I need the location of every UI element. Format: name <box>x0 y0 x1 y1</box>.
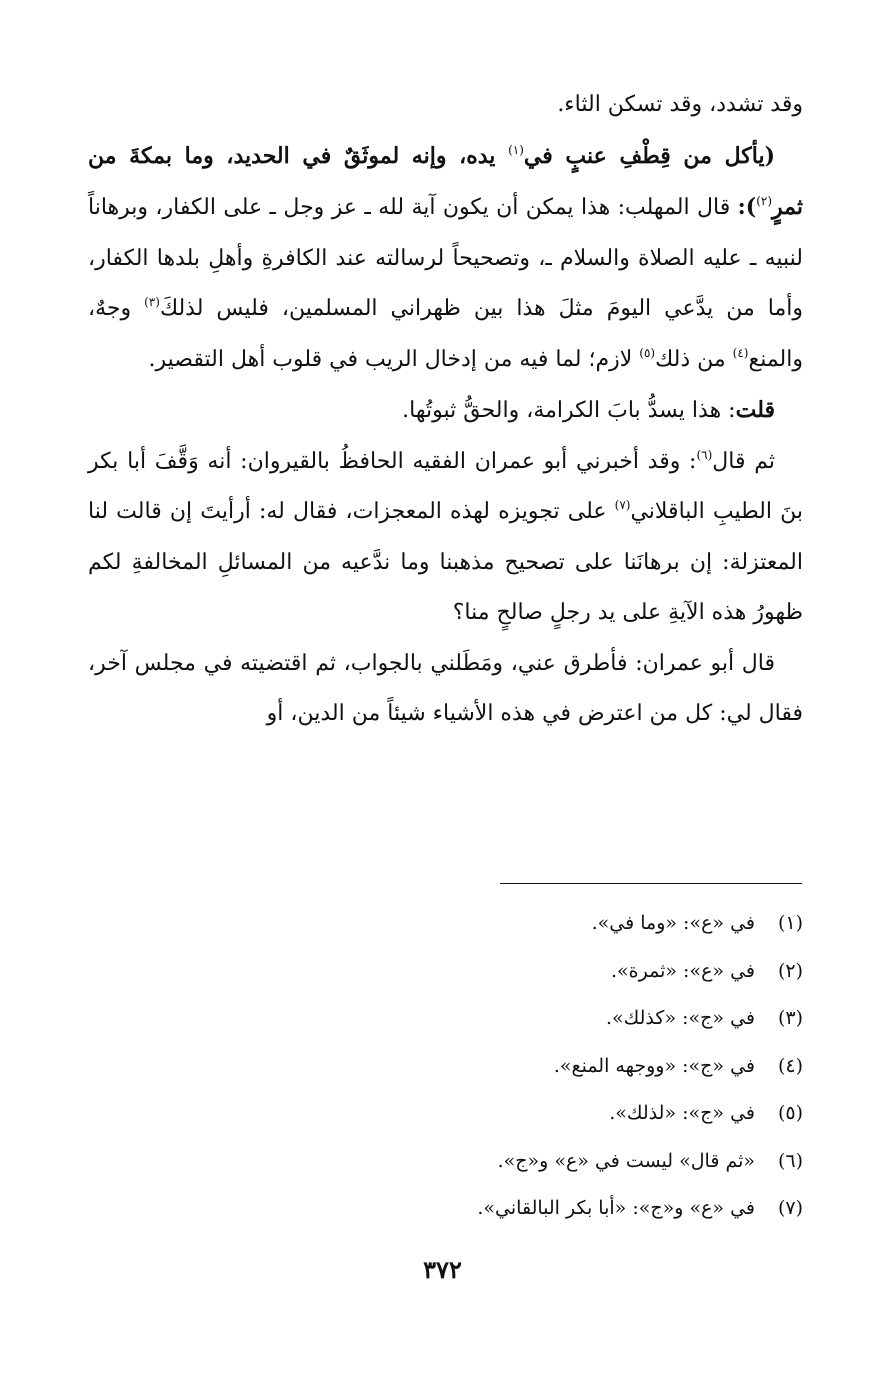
footnote-text: في «ج»: «ووجهه المنع». <box>553 1054 755 1077</box>
footnote-text: في «ع»: «ثمرة». <box>611 959 755 982</box>
commentary-text: ثم قال <box>712 448 775 474</box>
footnote-ref-6[interactable]: (٦) <box>696 447 713 462</box>
paragraph-2 <box>88 131 803 386</box>
main-text <box>88 80 803 740</box>
page-number: ٣٧٢ <box>423 1255 462 1284</box>
footnote-text: في «ج»: «لذلك». <box>609 1102 755 1124</box>
footnote-item <box>88 1043 803 1091</box>
footnote-number: (١) <box>777 912 803 934</box>
footnote-divider <box>500 883 802 884</box>
commentary-text: وجهٌ، والمنع <box>88 296 803 372</box>
paragraph-3 <box>88 385 803 437</box>
commentary-text: قال أبو عمران: فأطرق عني، ومَطَلني بالجواب، ثم اقتضيته في مجلس آخر، فقال لي: كل من اعترض في هذه الأشياء شيئاً من الدين، أو <box>88 650 803 726</box>
commentary-text: من ذلك <box>655 346 733 372</box>
footnote-number: (٢) <box>777 959 803 982</box>
hadith-quote: يده، وإنه لموثَقٌ في الحديد، وما بمكةَ من ثمرٍ <box>88 142 803 220</box>
commentary-text: لازم؛ لما فيه من إدخال الريب في قلوب أهل التقصير. <box>148 346 640 372</box>
footnote-ref-5[interactable]: (٥) <box>639 345 656 360</box>
footnote-number: (٣) <box>777 1007 803 1029</box>
footnote-number: (٤) <box>777 1054 803 1077</box>
hadith-quote-end: ): <box>737 194 757 220</box>
footnote-text: في «ع»: «وما في». <box>591 912 755 934</box>
footnote-number: (٦) <box>777 1149 803 1172</box>
qultu-label: قلت <box>735 397 775 423</box>
commentary-text: قال المهلب: هذا يمكن أن يكون آية لله ـ عز وجل ـ على الكفار، وبرهاناً لنبيه ـ عليه الصلاة والسلام ـ، وتصحيحاً لرسالته عند الكافرةِ وأهلِ بلدها الكفار، وأما من يدَّعي اليومَ مثلَ هذا بين ظهراني المسلمين، فليس لذلكَ <box>88 195 803 321</box>
paragraph-1 <box>88 80 803 131</box>
commentary-text: : وقد أخبرني أبو عمران الفقيه الحافظُ بالقيروان: أنه وَقَّفَ أبا بكر بنَ الطيبِ الباقلاني <box>88 448 803 524</box>
footnote-item <box>88 995 803 1043</box>
footnote-item <box>88 1090 803 1138</box>
footnotes <box>88 900 803 1233</box>
footnote-item <box>88 900 803 948</box>
hadith-quote: (يأكل من قِطْفِ عنبٍ في <box>523 142 775 169</box>
footnote-ref-4[interactable]: (٤) <box>732 345 749 360</box>
footnote-item <box>88 948 803 996</box>
footnote-text: «ثم قال» ليست في «ع» و«ج». <box>497 1149 755 1172</box>
footnote-item <box>88 1138 803 1186</box>
footnote-number: (٧) <box>777 1197 803 1219</box>
footnote-ref-3[interactable]: (٣) <box>144 295 160 309</box>
footnote-item <box>88 1185 803 1233</box>
footnote-text: في «ج»: «كذلك». <box>605 1007 755 1029</box>
footnote-ref-2[interactable]: (٢) <box>756 194 773 208</box>
commentary-text: : هذا يسدُّ بابَ الكرامة، والحقُّ ثبوتُها. <box>402 398 736 423</box>
paragraph-5 <box>88 639 803 740</box>
footnote-ref-7[interactable]: (٧) <box>614 498 631 512</box>
footnote-number: (٥) <box>777 1102 803 1124</box>
footnote-text: في «ع» و«ج»: «أبا بكر البالقاني». <box>477 1197 755 1219</box>
text-line: وقد تشدد، وقد تسكن الثاء. <box>557 92 803 117</box>
footnote-ref-1[interactable]: (١) <box>508 142 524 157</box>
commentary-text: على تجويزه لهذه المعجزات، فقال له: أرأيتَ إن قالت لنا المعتزلة: إن برهانَنا على تصحيح مذهبنا وما ندَّعيه من المسائلِ المخالفةِ لكم ظهورُ هذه الآيةِ على يد رجلٍ صالحٍ منا؟ <box>88 499 803 625</box>
paragraph-4 <box>88 437 803 639</box>
